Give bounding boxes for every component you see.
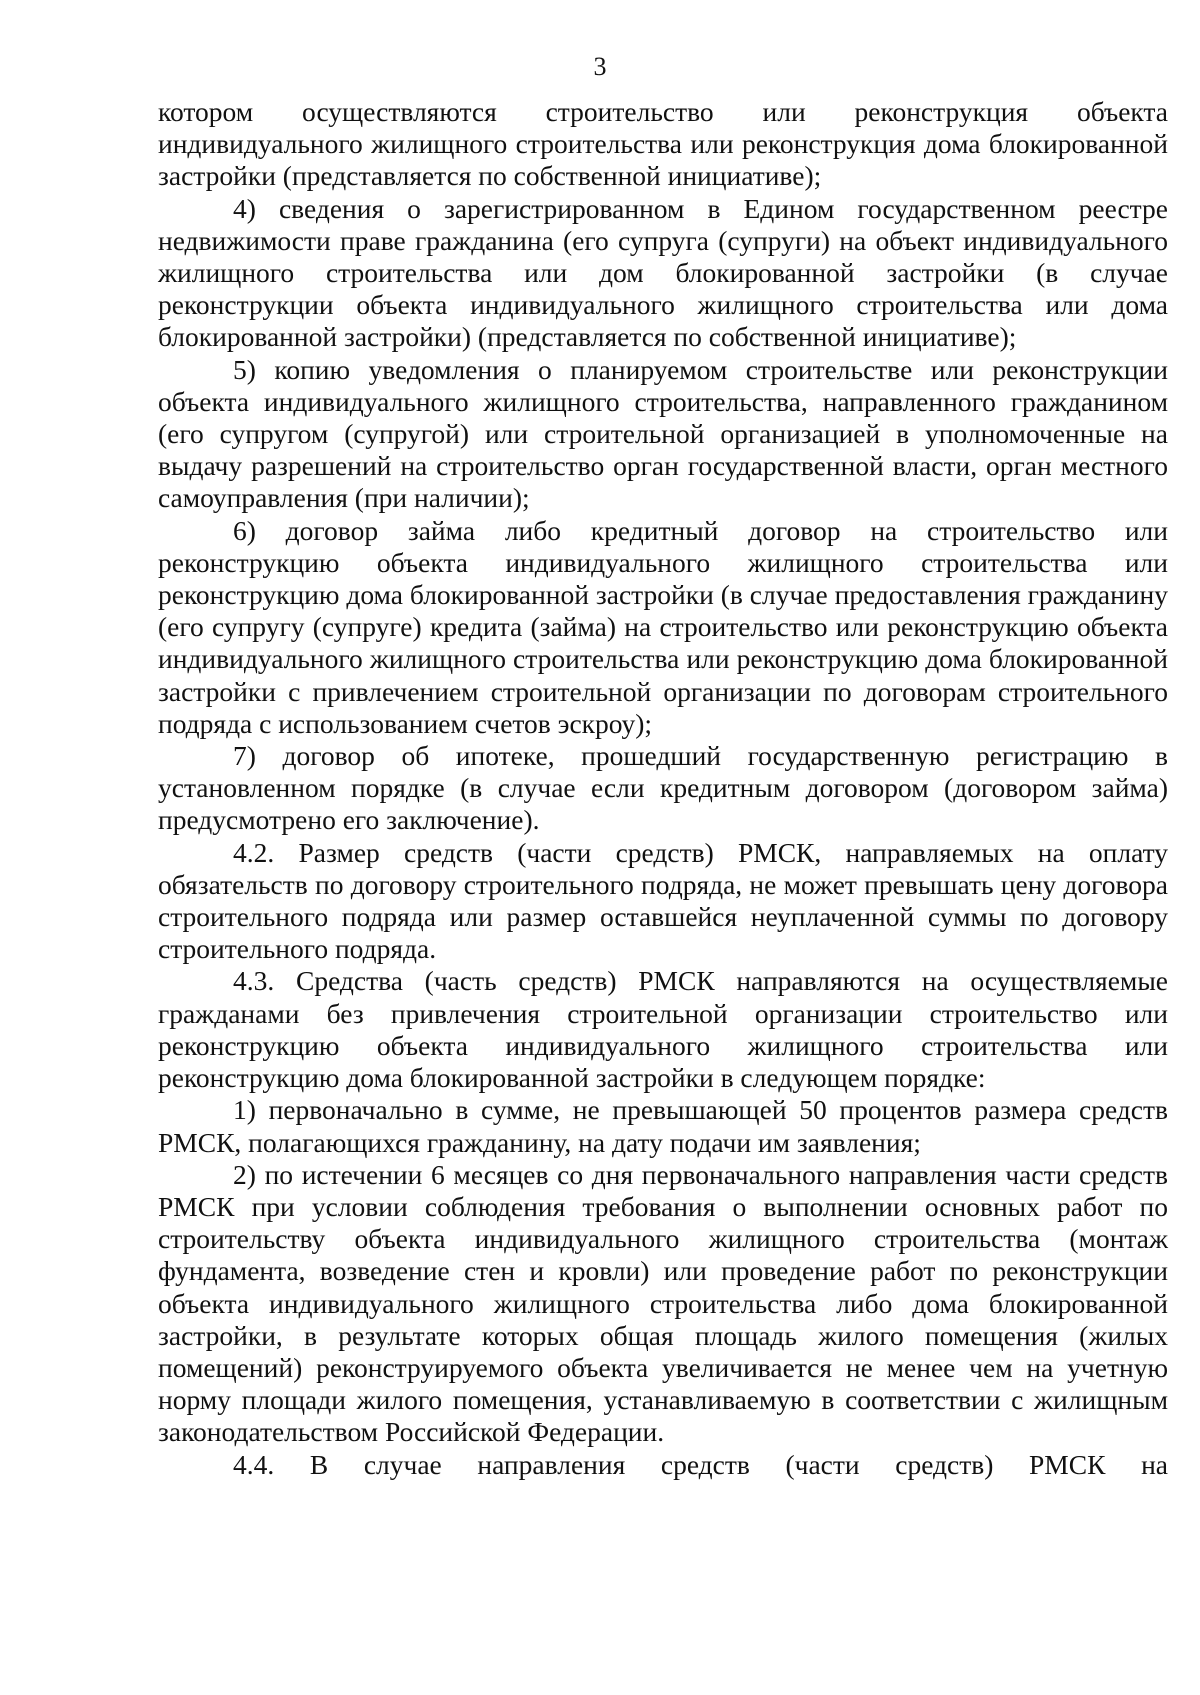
clause-4-4: 4.4. В случае направления средств (части средств) РМСК на bbox=[233, 1448, 1168, 1480]
clause-4-3-item-2: 2) по истечении 6 месяцев со дня первоначального направления части средств РМСК при условии соблюдения требования о выполнении основных работ по строительству объекта индивидуального жилищного строительства (монтаж фундамента, возведение стен и кровли) или проведение работ по реконструкции объекта индивидуального жилищного строительства либо дома блокированной застройки, в результате которых общая площадь жилого помещения (жилых помещений) реконструируемого объекта увеличивается не менее чем на учетную норму площади жилого помещения, устанавливаемую в соответствии с жилищным законодательством Российской Федерации. bbox=[158, 1158, 1168, 1448]
list-item-7: 7) договор об ипотеке, прошедший государственную регистрацию в установленном порядке (в случае если кредитным договором (договором займа) предусмотрено его заключение). bbox=[158, 740, 1168, 836]
clause-4-3: 4.3. Средства (часть средств) РМСК направляются на осуществляемые гражданами без привлечения строительной организации строительство или реконструкцию объекта индивидуального жилищного строительства или реконструкцию дома блокированной застройки в следующем порядке: bbox=[158, 965, 1168, 1094]
clause-4-2: 4.2. Размер средств (части средств) РМСК, направляемых на оплату обязательств по договору строительного подряда, не может превышать цену договора строительного подряда или размер оставшейся неуплаченной суммы по договору строительного подряда. bbox=[158, 836, 1168, 965]
clause-4-3-item-1: 1) первоначально в сумме, не превышающей 50 процентов размера средств РМСК, полагающихся гражданину, на дату подачи им заявления; bbox=[158, 1094, 1168, 1158]
list-item-5: 5) копию уведомления о планируемом строительстве или реконструкции объекта индивидуального жилищного строительства, направленного гражданином (его супругом (супругой) или строительной организацией в уполномоченные на выдачу разрешений на строительство орган государственной власти, орган местного самоуправления (при наличии); bbox=[158, 353, 1168, 514]
list-item-4: 4) сведения о зарегистрированном в Едином государственном реестре недвижимости праве гражданина (его супруга (супруги) на объект индивидуального жилищного строительства или дом блокированной застройки (в случае реконструкции объекта индивидуального жилищного строительства или дома блокированной застройки) (представляется по собственной инициативе); bbox=[158, 192, 1168, 353]
paragraph-continuation: котором осуществляются строительство или реконструкция объекта индивидуального жилищного строительства или реконструкция дома блокированной застройки (представляется по собственной инициативе); bbox=[158, 96, 1168, 192]
document-body bbox=[158, 96, 1168, 1481]
page-number: 3 bbox=[593, 52, 607, 81]
list-item-6: 6) договор займа либо кредитный договор на строительство или реконструкцию объекта индивидуального жилищного строительства или реконструкцию дома блокированной застройки (в случае предоставления гражданину (его супругу (супруге) кредита (займа) на строительство или реконструкцию объекта индивидуального жилищного строительства или реконструкцию дома блокированной застройки с привлечением строительной организации по договорам строительного подряда с использованием счетов эскроу); bbox=[158, 514, 1168, 739]
